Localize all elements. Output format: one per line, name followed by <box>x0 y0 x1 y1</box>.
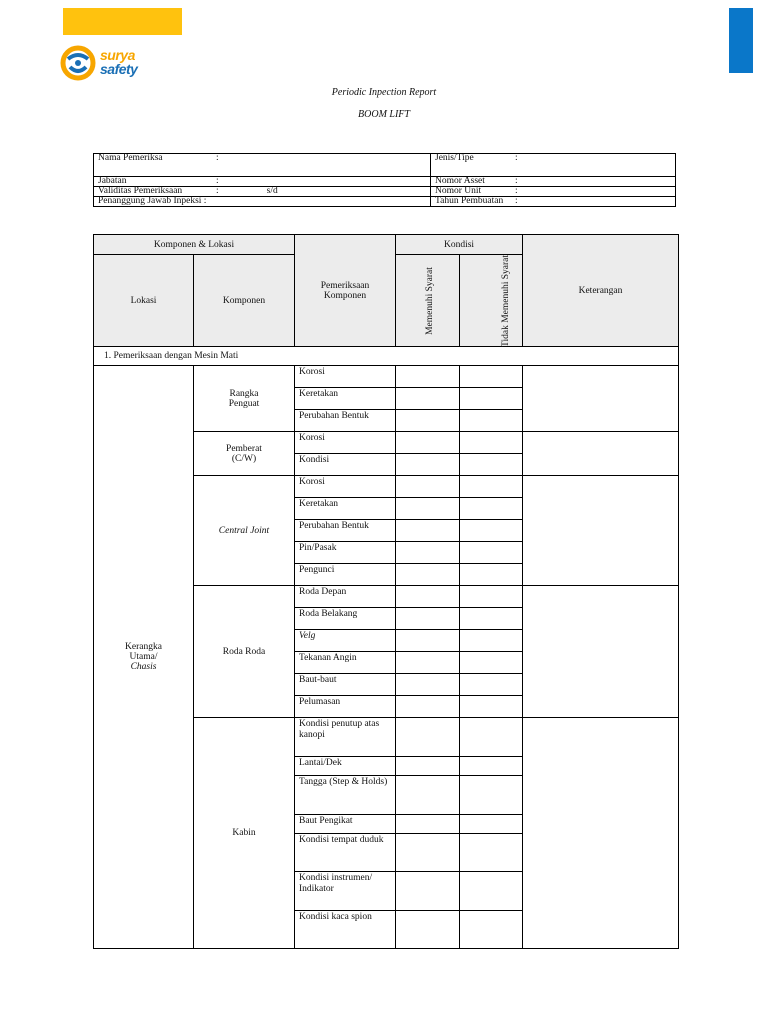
check-cell-tidak-memenuhi[interactable] <box>460 498 523 520</box>
header-pemeriksaan-komponen: Pemeriksaan Komponen <box>295 235 396 347</box>
inspection-item: Perubahan Bentuk <box>295 410 396 432</box>
info-table <box>93 153 676 207</box>
surya-safety-logo <box>60 45 180 83</box>
header-komponen-lokasi: Komponen & Lokasi <box>94 235 295 255</box>
check-cell-memenuhi[interactable] <box>396 652 460 674</box>
check-cell-tidak-memenuhi[interactable] <box>460 388 523 410</box>
inspection-item: Roda Belakang <box>295 608 396 630</box>
check-cell-memenuhi[interactable] <box>396 366 460 388</box>
label-tahun-pembuatan: Tahun Pembuatan <box>435 196 504 206</box>
report-title: Periodic Inpection Report <box>331 87 437 98</box>
label-validitas: Validitas Pemeriksaan <box>98 186 183 196</box>
label-nomor-asset: Nomor Asset <box>435 176 485 186</box>
check-cell-tidak-memenuhi[interactable] <box>460 564 523 586</box>
keterangan-cell[interactable] <box>523 586 679 718</box>
check-cell-tidak-memenuhi[interactable] <box>460 586 523 608</box>
check-cell-tidak-memenuhi[interactable] <box>460 718 523 757</box>
check-cell-tidak-memenuhi[interactable] <box>460 608 523 630</box>
check-cell-tidak-memenuhi[interactable] <box>460 652 523 674</box>
check-cell-memenuhi[interactable] <box>396 872 460 911</box>
check-cell-memenuhi[interactable] <box>396 388 460 410</box>
label-jabatan: Jabatan <box>98 176 127 186</box>
component-name: Kabin <box>194 718 295 949</box>
inspection-item: Kondisi <box>295 454 396 476</box>
label-sd: s/d <box>266 186 278 196</box>
label-jenis-tipe: Jenis/Tipe <box>435 153 474 163</box>
inspection-item: Korosi <box>295 432 396 454</box>
logo-text-surya: surya <box>100 47 135 63</box>
inspection-item: Keretakan <box>295 388 396 410</box>
header-keterangan: Keterangan <box>523 235 679 347</box>
lokasi-line: Kerangka <box>125 642 162 652</box>
check-cell-memenuhi[interactable] <box>396 476 460 498</box>
yellow-header-bar <box>63 8 182 35</box>
check-cell-memenuhi[interactable] <box>396 520 460 542</box>
logo-mark-icon <box>60 45 96 81</box>
component-name: Roda Roda <box>194 586 295 718</box>
keterangan-cell[interactable] <box>523 718 679 949</box>
colon: : <box>515 176 518 186</box>
check-cell-memenuhi[interactable] <box>396 834 460 872</box>
inspection-item: Keretakan <box>295 498 396 520</box>
check-cell-memenuhi[interactable] <box>396 815 460 834</box>
component-name: Pemberat (C/W) <box>194 432 295 476</box>
inspection-table <box>93 234 679 949</box>
inspection-item: Korosi <box>295 476 396 498</box>
header-memenuhi-syarat: Memenuhi Syarat <box>424 266 435 335</box>
check-cell-memenuhi[interactable] <box>396 432 460 454</box>
inspection-item: Kondisi penutup atas kanopi <box>295 718 396 757</box>
colon: : <box>216 153 219 163</box>
check-cell-tidak-memenuhi[interactable] <box>460 520 523 542</box>
inspection-item: Pelumasan <box>295 696 396 718</box>
colon: : <box>515 186 518 196</box>
keterangan-cell[interactable] <box>523 366 679 432</box>
component-name: Rangka Penguat <box>194 366 295 432</box>
check-cell-tidak-memenuhi[interactable] <box>460 911 523 949</box>
inspection-item: Kondisi tempat duduk <box>295 834 396 872</box>
colon: : <box>515 153 518 163</box>
check-cell-tidak-memenuhi[interactable] <box>460 476 523 498</box>
check-cell-tidak-memenuhi[interactable] <box>460 696 523 718</box>
label-nama-pemeriksa: Nama Pemeriksa <box>98 153 163 163</box>
check-cell-memenuhi[interactable] <box>396 757 460 776</box>
colon: : <box>515 196 518 206</box>
header-kondisi: Kondisi <box>396 235 523 255</box>
colon: : <box>216 176 219 186</box>
check-cell-memenuhi[interactable] <box>396 454 460 476</box>
keterangan-cell[interactable] <box>523 476 679 586</box>
check-cell-memenuhi[interactable] <box>396 718 460 757</box>
check-cell-tidak-memenuhi[interactable] <box>460 366 523 388</box>
inspection-item: Velg <box>295 630 396 652</box>
check-cell-tidak-memenuhi[interactable] <box>460 432 523 454</box>
check-cell-tidak-memenuhi[interactable] <box>460 872 523 911</box>
check-cell-memenuhi[interactable] <box>396 564 460 586</box>
check-cell-tidak-memenuhi[interactable] <box>460 815 523 834</box>
colon: : <box>216 186 219 196</box>
component-name: Central Joint <box>194 476 295 586</box>
inspection-item: Kondisi kaca spion <box>295 911 396 949</box>
inspection-item: Baut-baut <box>295 674 396 696</box>
equipment-title: BOOM LIFT <box>358 109 410 120</box>
check-cell-memenuhi[interactable] <box>396 674 460 696</box>
check-cell-memenuhi[interactable] <box>396 630 460 652</box>
inspection-item: Perubahan Bentuk <box>295 520 396 542</box>
inspection-item: Baut Pengikat <box>295 815 396 834</box>
check-cell-tidak-memenuhi[interactable] <box>460 542 523 564</box>
check-cell-memenuhi[interactable] <box>396 911 460 949</box>
header-komponen: Komponen <box>194 255 295 347</box>
check-cell-memenuhi[interactable] <box>396 410 460 432</box>
inspection-item: Korosi <box>295 366 396 388</box>
inspection-item: Kondisi instrumen/ Indikator <box>295 872 396 911</box>
lokasi-line: Chasis <box>130 662 157 672</box>
check-cell-memenuhi[interactable] <box>396 696 460 718</box>
logo-text-safety: safety <box>100 61 138 77</box>
check-cell-tidak-memenuhi[interactable] <box>460 776 523 815</box>
label-nomor-unit: Nomor Unit <box>435 186 482 196</box>
inspection-item: Pengunci <box>295 564 396 586</box>
lokasi-line: Utama/ <box>129 652 158 662</box>
inspection-item: Tangga (Step & Holds) <box>295 776 396 815</box>
keterangan-cell[interactable] <box>523 432 679 476</box>
check-cell-memenuhi[interactable] <box>396 776 460 815</box>
inspection-item: Lantai/Dek <box>295 757 396 776</box>
check-cell-memenuhi[interactable] <box>396 586 460 608</box>
inspection-item: Roda Depan <box>295 586 396 608</box>
check-cell-tidak-memenuhi[interactable] <box>460 454 523 476</box>
header-lokasi: Lokasi <box>94 255 194 347</box>
check-cell-tidak-memenuhi[interactable] <box>460 674 523 696</box>
check-cell-memenuhi[interactable] <box>396 542 460 564</box>
section-title: 1. Pemeriksaan dengan Mesin Mati <box>94 347 679 366</box>
check-cell-memenuhi[interactable] <box>396 608 460 630</box>
check-cell-memenuhi[interactable] <box>396 498 460 520</box>
check-cell-tidak-memenuhi[interactable] <box>460 410 523 432</box>
check-cell-tidak-memenuhi[interactable] <box>460 757 523 776</box>
check-cell-tidak-memenuhi[interactable] <box>460 834 523 872</box>
header-tidak-memenuhi-syarat: Tidak Memenuhi Syarat <box>501 254 512 347</box>
check-cell-tidak-memenuhi[interactable] <box>460 630 523 652</box>
blue-corner-bar <box>729 8 753 73</box>
inspection-item: Tekanan Angin <box>295 652 396 674</box>
lokasi-cell <box>94 366 194 949</box>
inspection-item: Pin/Pasak <box>295 542 396 564</box>
label-penanggung-jawab: Penanggung Jawab Inpeksi : <box>98 196 207 206</box>
